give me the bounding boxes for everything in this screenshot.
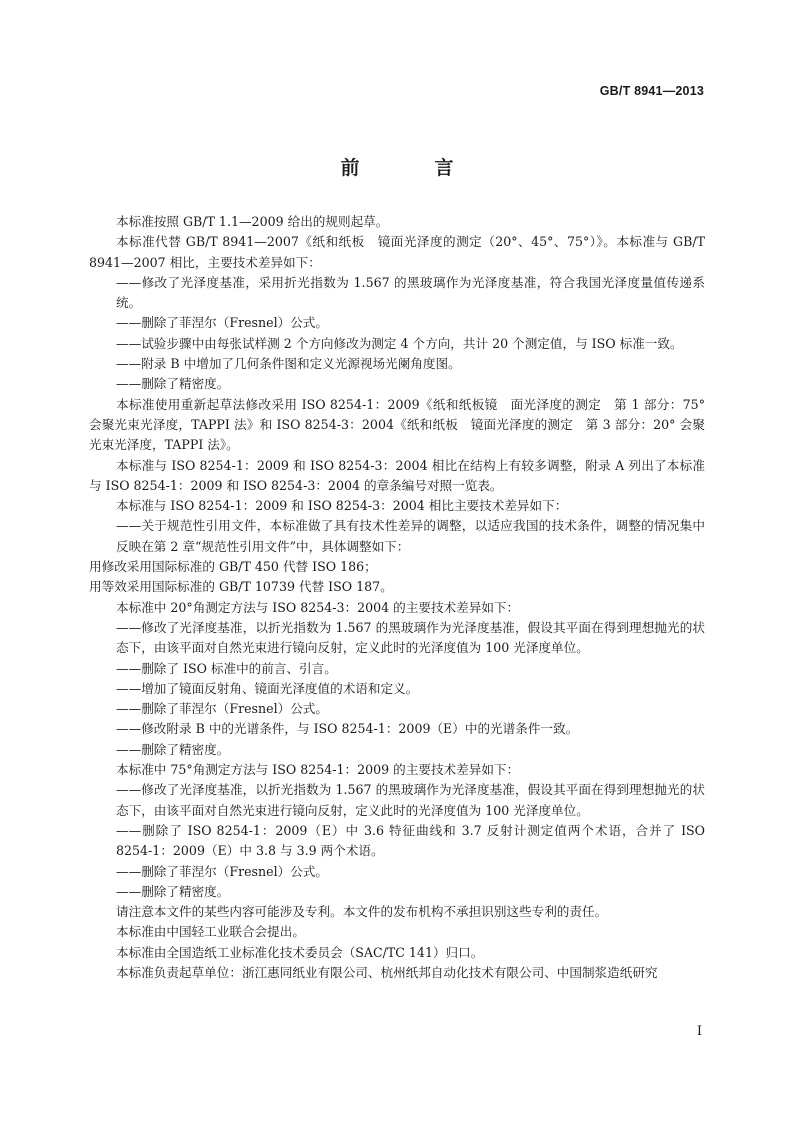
standard-number: GB/T 8941—2013	[599, 84, 704, 98]
list-item: ——删除了精密度。	[116, 376, 230, 392]
page-number: I	[696, 1024, 702, 1039]
list-item: ——试验步骤中由每张试样测 2 个方向修改为测定 4 个方向，共计 20 个测定值，与 ISO 标准一致。	[116, 335, 683, 351]
list-item: ——增加了镜面反射角、镜面光泽度值的术语和定义。	[116, 680, 419, 696]
list-item: ——删除了精密度。	[116, 741, 230, 757]
document-body	[89, 212, 705, 983]
paragraph: 本标准由全国造纸工业标准化技术委员会（SAC/TC 141）归口。	[116, 944, 484, 960]
page-title: 前 言	[340, 157, 482, 179]
paragraph: 用等效采用国际标准的 GB/T 10739 代替 ISO 187。	[89, 579, 393, 595]
paragraph: 用修改采用国际标准的 GB/T 450 代替 ISO 186；	[89, 559, 377, 575]
list-item: ——删除了菲涅尔（Fresnel）公式。	[116, 315, 328, 331]
paragraph: 本标准与 ISO 8254-1：2009 和 ISO 8254-3：2004 相比在结构上有较多调整，附录 A 列出了本标准与 ISO 8254-1：2009 和 ISO 8254-3：2004 的章条编号对照一览表。	[89, 457, 705, 493]
paragraph: 本标准负责起草单位：浙江惠同纸业有限公司、杭州纸邦自动化技术有限公司、中国制浆造纸研究	[116, 964, 658, 980]
list-item: ——删除了 ISO 标准中的前言、引言。	[116, 660, 337, 676]
paragraph: 本标准中 20°角测定方法与 ISO 8254-3：2004 的主要技术差异如下：	[116, 599, 520, 615]
paragraph: 本标准中 75°角测定方法与 ISO 8254-1：2009 的主要技术差异如下：	[116, 762, 520, 778]
paragraph: 本标准与 ISO 8254-1：2009 和 ISO 8254-3：2004 相比主要技术差异如下：	[116, 498, 568, 514]
list-item: ——修改了光泽度基准，采用折光指数为 1.567 的黑玻璃作为光泽度基准，符合我国光泽度量值传递系统。	[116, 274, 705, 311]
list-item: ——修改了光泽度基准，以折光指数为 1.567 的黑玻璃作为光泽度基准，假设其平面在得到理想抛光的状态下，由该平面对自然光束进行镜向反射，定义此时的光泽度值为 100 光泽度单位。	[116, 619, 705, 656]
list-item: ——删除了 ISO 8254-1：2009（E）中 3.6 特征曲线和 3.7 反射计测定值两个术语，合并了 ISO 8254-1：2009（E）中 3.8 与 3.9 两个术语。	[116, 822, 705, 859]
paragraph: 本标准使用重新起草法修改采用 ISO 8254-1：2009《纸和纸板镜 面光泽度的测定 第 1 部分：75° 会聚光束光泽度，TAPPI 法》和 ISO 8254-3：2004《纸和纸板 镜面光泽度的测定 第 3 部分：20° 会聚光束光泽度，TAPPI 法》。	[89, 396, 705, 453]
list-item: ——删除了菲涅尔（Fresnel）公式。	[116, 701, 328, 717]
paragraph: 本标准代替 GB/T 8941—2007《纸和纸板 镜面光泽度的测定（20°、45°、75°）》。本标准与 GB/T 8941—2007 相比，主要技术差异如下：	[89, 234, 705, 270]
list-item: ——修改附录 B 中的光谱条件，与 ISO 8254-1：2009（E）中的光谱条件一致。	[116, 721, 579, 737]
list-item: ——删除了精密度。	[116, 883, 230, 899]
paragraph: 请注意本文件的某些内容可能涉及专利。本文件的发布机构不承担识别这些专利的责任。	[116, 904, 608, 920]
list-item: ——修改了光泽度基准，以折光指数为 1.567 的黑玻璃作为光泽度基准，假设其平面在得到理想抛光的状态下，由该平面对自然光束进行镜向反射，定义此时的光泽度值为 100 光泽度单位。	[116, 782, 705, 818]
list-item: ——删除了菲涅尔（Fresnel）公式。	[116, 863, 328, 879]
paragraph: 本标准按照 GB/T 1.1—2009 给出的规则起草。	[116, 214, 389, 229]
list-item: ——关于规范性引用文件，本标准做了具有技术性差异的调整，以适应我国的技术条件，调整的情况集中反映在第 2 章“规范性引用文件”中，具体调整如下：	[116, 518, 705, 554]
list-item: ——附录 B 中增加了几何条件图和定义光源视场光阑角度图。	[116, 356, 461, 372]
paragraph: 本标准由中国轻工业联合会提出。	[116, 924, 305, 940]
